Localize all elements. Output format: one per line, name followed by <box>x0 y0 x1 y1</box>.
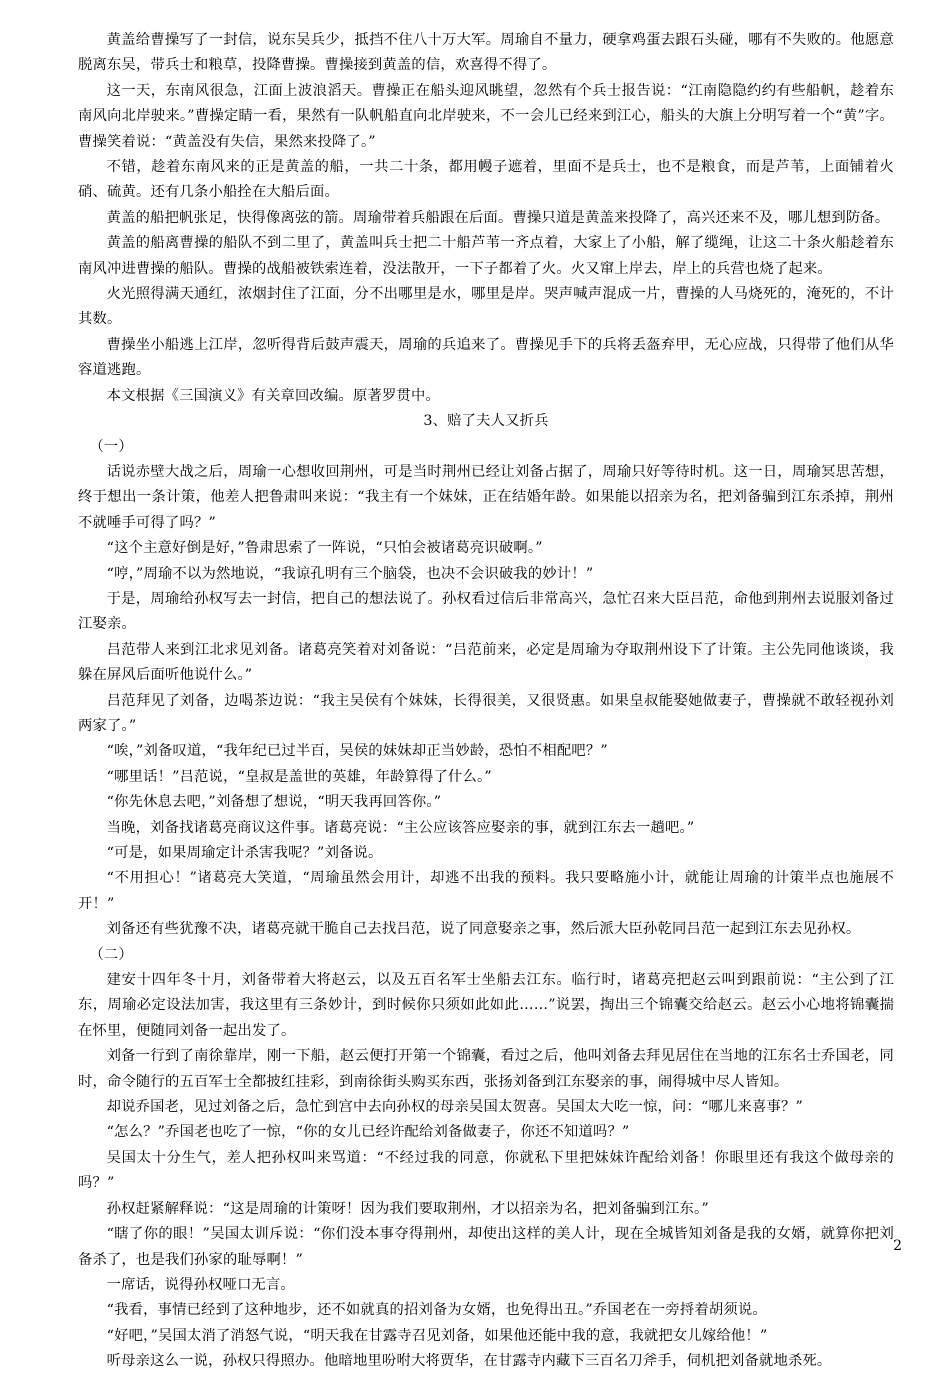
paragraph: 刘备一行到了南徐靠岸，刚一下船，赵云便打开第一个锦囊，看过之后，他叫刘备去拜见居住在当地的江东名士乔国老，同时，命令随行的五百军士全都披红挂彩，到南徐街头购买东西，张扬刘备到江东娶亲的事，闹得城中尽人皆知。 <box>78 1048 894 1090</box>
paragraph: 火光照得满天通红，浓烟封住了江面，分不出哪里是水，哪里是岸。哭声喊声混成一片，曹操的人马烧死的，淹死的，不计其数。 <box>78 286 894 328</box>
paragraph: 曹操坐小船逃上江岸，忽听得背后鼓声震天，周瑜的兵追来了。曹操见手下的兵将丢盔弃甲，无心应战，只得带了他们从华容道逃跑。 <box>78 336 894 379</box>
paragraph: 本文根据《三国演义》有关章回改编。原著罗贯中。 <box>106 387 441 404</box>
paragraph: 建安十四年冬十月，刘备带着大将赵云，以及五百名军士坐船去江东。临行时，诸葛亮把赵云叫到跟前说：“主公到了江东，周瑜必定设法加害，我这里有三条妙计，到时候你只须如此如此……”说罢，掏出三个锦囊交给赵云。赵云小心地将锦囊揣在怀里，便随同刘备一起出发了。 <box>78 972 894 1039</box>
paragraph: “哼，”周瑜不以为然地说，“我谅孔明有三个脑袋，也决不会识破我的妙计！” <box>106 565 594 582</box>
paragraph: 刘备还有些犹豫不决，诸葛亮就干脆自己去找吕范，说了同意娶亲之事，然后派大臣孙乾同吕范一起到江东去见孙权。 <box>106 921 861 938</box>
paragraph: “好吧，”吴国太消了消怒气说，“明天我在甘露寺召见刘备，如果他还能中我的意，我就把女儿嫁给他！” <box>106 1327 768 1344</box>
paragraph: “你先休息去吧，”刘备想了想说，“明天我再回答你。” <box>106 794 442 811</box>
paragraph: “不用担心！”诸葛亮大笑道，“周瑜虽然会用计，却逃不出我的预料。我只要略施小计，就能让周瑜的计策半点也施展不开！” <box>78 870 894 912</box>
paragraph: 吕范带人来到江北求见刘备。诸葛亮笑着对刘备说：“吕范前来，必定是周瑜为夺取荆州设下了计策。主公先同他谈谈，我躲在屏风后面听他说什么。” <box>78 641 894 684</box>
paragraph: 听母亲这么一说，孙权只得照办。他暗地里吩咐大将贾华，在甘露寺内藏下三百名刀斧手，伺机把刘备就地杀死。 <box>106 1353 832 1370</box>
paragraph: “唉，”刘备叹道，“我年纪已过半百，吴侯的妹妹却正当妙龄，恐怕不相配吧？” <box>106 743 608 760</box>
paragraph: 话说赤壁大战之后，周瑜一心想收回荆州，可是当时荆州已经让刘备占据了，周瑜只好等待时机。这一日，周瑜冥思苦想，终于想出一条计策，他差人把鲁肃叫来说：“我主有一个妹妹，正在结婚年龄。如果能以招亲为名，把刘备骗到江东杀掉，荆州不就唾手可得了吗？” <box>78 463 894 531</box>
section-heading: （一） <box>89 438 133 455</box>
paragraph: 吕范拜见了刘备，边喝茶边说：“我主吴侯有个妹妹，长得很美，又很贤惠。如果皇叔能娶她做妻子，曹操就不敢轻视孙刘两家了。” <box>78 692 894 734</box>
paragraph: 孙权赶紧解释说：“这是周瑜的计策呀！因为我们要取荆州，才以招亲为名，把刘备骗到江东。” <box>106 1200 709 1217</box>
paragraph: “瞎了你的眼！”吴国太训斥说：“你们没本事夺得荆州，却使出这样的美人计，现在全城皆知刘备是我的女婿，就算你把刘备杀了，也是我们孙家的耻辱啊！” <box>78 1226 894 1268</box>
document-body <box>78 28 894 1375</box>
paragraph: 黄盖给曹操写了一封信，说东吴兵少，抵挡不住八十万大军。周瑜自不量力，硬拿鸡蛋去跟石头碰，哪有不失败的。他愿意脱离东吴，带兵士和粮草，投降曹操。曹操接到黄盖的信，欢喜得不得了。 <box>78 32 894 74</box>
section-heading: （二） <box>89 946 133 963</box>
paragraph: 吴国太十分生气，差人把孙权叫来骂道：“不经过我的同意，你就私下里把妹妹许配给刘备！你眼里还有我这个做母亲的吗？” <box>78 1149 894 1192</box>
page-number: 2 <box>893 1238 902 1254</box>
paragraph: “哪里话！”吕范说，“皇叔是盖世的英雄，年龄算得了什么。” <box>106 768 492 785</box>
paragraph: “可是，如果周瑜定计杀害我呢？”刘备说。 <box>106 845 383 861</box>
paragraph: 于是，周瑜给孙权写去一封信，把自己的想法说了。孙权看过信后非常高兴，急忙召来大臣吕范，命他到荆州去说服刘备过江娶亲。 <box>78 590 894 633</box>
chapter-title: 3、赔了夫人又折兵 <box>423 413 549 430</box>
paragraph: 当晚，刘备找诸葛亮商议这件事。诸葛亮说：“主公应该答应娶亲的事，就到江东去一趟吧。” <box>106 819 695 836</box>
paragraph: 不错，趁着东南风来的正是黄盖的船，一共二十条，都用幔子遮着，里面不是兵士，也不是粮食，而是芦苇，上面铺着火硝、硫黄。还有几条小船拴在大船后面。 <box>78 159 894 201</box>
paragraph: 这一天，东南风很急，江面上波浪滔天。曹操正在船头迎风眺望，忽然有个兵士报告说：“江南隐隐约约有些船帆，趁着东南风向北岸驶来。”曹操定睛一看，果然有一队帆船直向北岸驶来，不一会儿已经来到江心，船头的大旗上分明写着一个“黄”字。曹操笑着说：“黄盖没有失信，果然来投降了。” <box>78 82 894 150</box>
paragraph: “这个主意好倒是好，”鲁肃思索了一阵说，“只怕会被诸葛亮识破啊。” <box>106 540 543 557</box>
paragraph: 却说乔国老，见过刘备之后，急忙到宫中去向孙权的母亲吴国太贺喜。吴国太大吃一惊，问：“哪儿来喜事？” <box>106 1099 803 1116</box>
paragraph: “怎么？”乔国老也吃了一惊，“你的女儿已经许配给刘备做妻子，你还不知道吗？” <box>106 1124 630 1141</box>
paragraph: 黄盖的船离曹操的船队不到二里了，黄盖叫兵士把二十船芦苇一齐点着，大家上了小船，解了缆绳，让这二十条火船趁着东南风冲进曹操的船队。曹操的战船被铁索连着，没法散开，一下子都着了火。火又窜上岸去，岸上的兵营也烧了起来。 <box>78 235 894 277</box>
paragraph: 黄盖的船把帆张足，快得像离弦的箭。周瑜带着兵船跟在后面。曹操只道是黄盖来投降了，高兴还来不及，哪儿想到防备。 <box>106 209 890 226</box>
paragraph: “我看，事情已经到了这种地步，还不如就真的招刘备为女婿，也免得出丑。”乔国老在一旁捋着胡须说。 <box>106 1302 767 1319</box>
paragraph: 一席话，说得孙权哑口无言。 <box>106 1276 296 1293</box>
